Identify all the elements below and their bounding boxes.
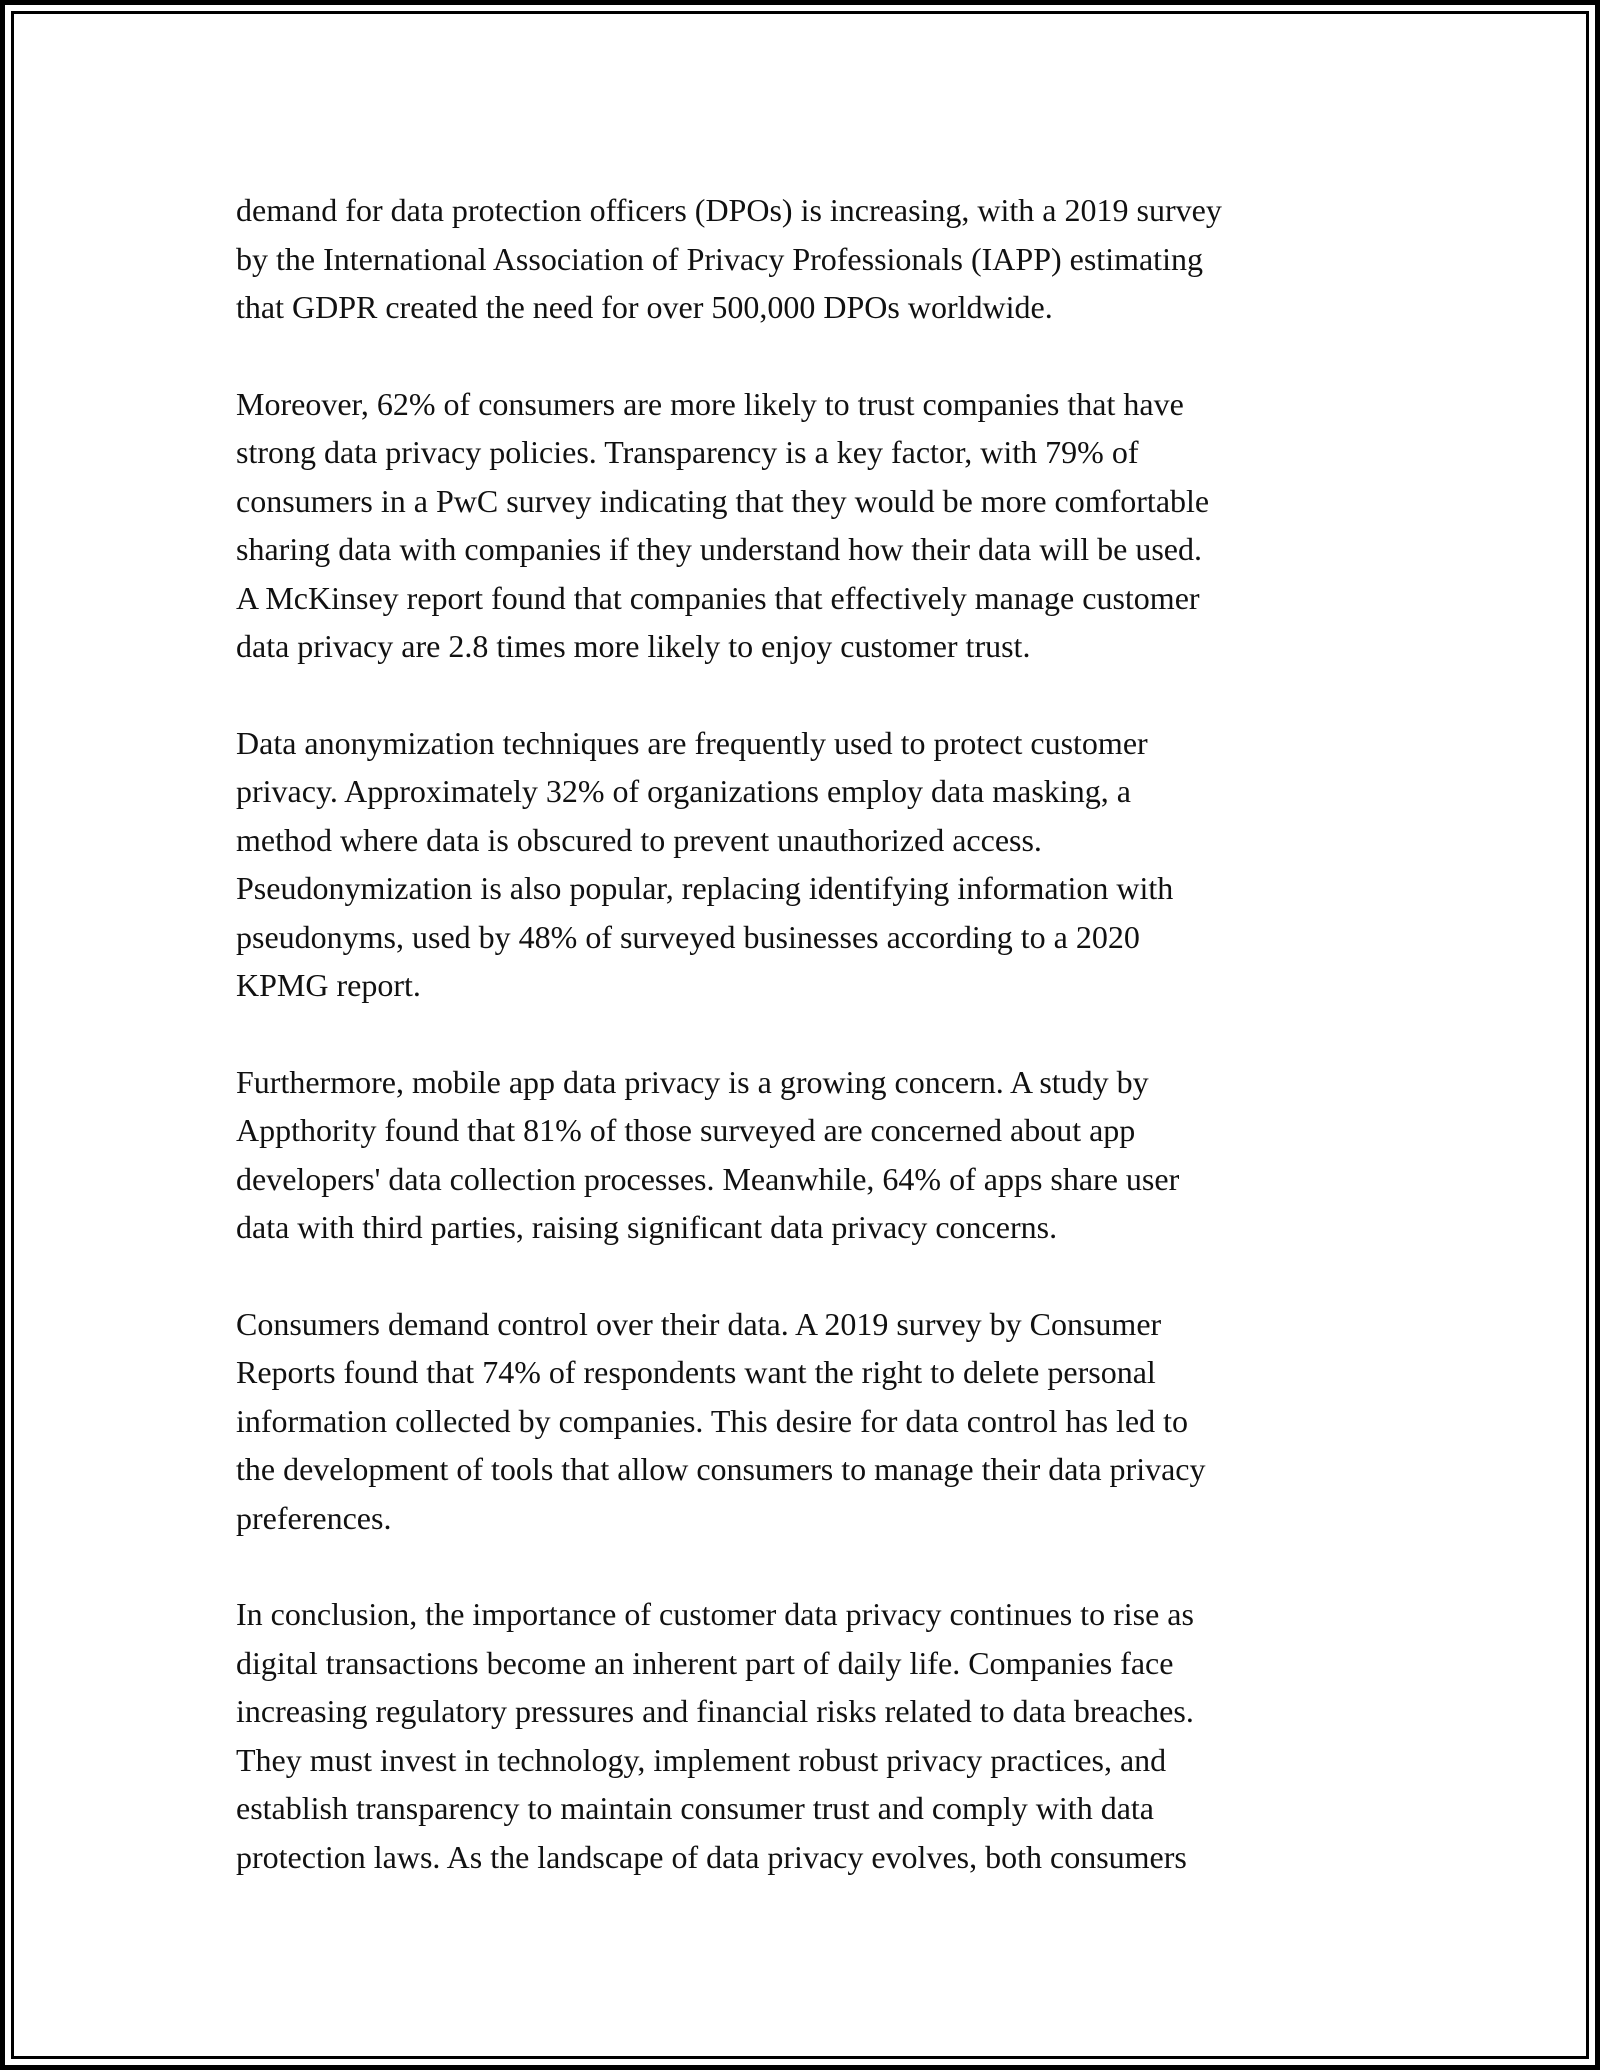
paragraph-anonymization [236, 719, 1396, 1010]
text-line: information collected by companies. This desire for data control has led to [236, 1402, 1189, 1439]
text-line: sharing data with companies if they understand how their data will be used. [236, 531, 1202, 567]
text-line: data privacy are 2.8 times more likely to enjoy customer trust. [236, 628, 1031, 664]
text-line: Moreover, 62% of consumers are more likely to trust companies that have [236, 385, 1184, 422]
text-line: Consumers demand control over their data. A 2019 survey by Consumer [236, 1305, 1162, 1342]
text-line: Data anonymization techniques are frequently used to protect customer [236, 724, 1148, 761]
text-line: Furthermore, mobile app data privacy is a growing concern. A study by [236, 1063, 1149, 1100]
text-line: pseudonyms, used by 48% of surveyed businesses according to a 2020 [236, 918, 1140, 955]
text-line: method where data is obscured to prevent unauthorized access. [236, 821, 1042, 858]
paragraph-dpo-demand [236, 186, 1396, 332]
text-line: They must invest in technology, implement robust privacy practices, and [236, 1741, 1167, 1778]
text-line: strong data privacy policies. Transparency is a key factor, with 79% of [236, 434, 1139, 470]
paragraph-conclusion [236, 1590, 1396, 1881]
text-line: In conclusion, the importance of customer data privacy continues to rise as [236, 1596, 1194, 1632]
text-line: Appthority found that 81% of those surveyed are concerned about app [236, 1112, 1136, 1148]
text-line: developers' data collection processes. Meanwhile, 64% of apps share user [236, 1160, 1180, 1197]
text-line: establish transparency to maintain consumer trust and comply with data [236, 1790, 1154, 1826]
text-line: privacy. Approximately 32% of organizations employ data masking, a [236, 773, 1131, 809]
text-line: Pseudonymization is also popular, replacing identifying information with [236, 870, 1174, 906]
text-line: that GDPR created the need for over 500,000 DPOs worldwide. [236, 289, 1053, 325]
text-line: consumers in a PwC survey indicating that they would be more comfortable [236, 482, 1210, 519]
text-line: KPMG report. [236, 967, 421, 1003]
paragraph-consumer-trust [236, 380, 1396, 671]
text-line: increasing regulatory pressures and financial risks related to data breaches. [236, 1693, 1194, 1729]
text-line: A McKinsey report found that companies that effectively manage customer [236, 579, 1200, 616]
text-line: Reports found that 74% of respondents want the right to delete personal [236, 1354, 1156, 1390]
document-body [236, 186, 1396, 1929]
paragraph-consumer-control [236, 1300, 1396, 1543]
text-line: data with third parties, raising significant data privacy concerns. [236, 1209, 1058, 1245]
text-line: by the International Association of Privacy Professionals (IAPP) estimating [236, 240, 1203, 277]
text-line: preferences. [236, 1499, 392, 1536]
text-line: protection laws. As the landscape of data privacy evolves, both consumers [236, 1838, 1187, 1875]
text-line: demand for data protection officers (DPOs) is increasing, with a 2019 survey [236, 192, 1222, 228]
paragraph-mobile-app-privacy [236, 1058, 1396, 1252]
text-line: digital transactions become an inherent part of daily life. Companies face [236, 1644, 1174, 1681]
text-line: the development of tools that allow consumers to manage their data privacy [236, 1451, 1206, 1487]
